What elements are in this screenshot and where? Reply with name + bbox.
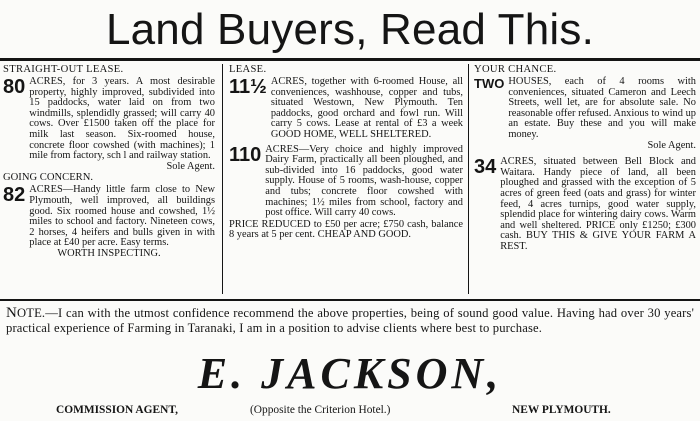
column-divider <box>222 64 223 294</box>
lot-description: ACRES, together with 6-roomed House, all conveniences, washhouse, copper and tubs, situated Westown, New Plymouth. Ten paddocks, good orchard and fowl run. Will carry 5 cows. Lease at rental of £3 a week GOOD HOME, WELL SHELTERED. <box>270 76 463 140</box>
note-paragraph <box>6 306 694 337</box>
subheading-going-concern: GOING CONCERN. <box>3 172 94 184</box>
note-text: OTE.—I can with the utmost confidence recommend the above properties, being of sound good value. Having had over 30 years' practical experience of Farming in Taranaki, I am in a position to advise clients where best to purchase. <box>6 306 694 336</box>
price-text: PRICE REDUCED to £50 per acre; £750 cash, balance 8 years at 5 per cent. CHEAP AND GOOD. <box>229 218 463 241</box>
lot-number: TWO <box>474 76 505 91</box>
advertiser-address: (Opposite the Criterion Hotel.) <box>250 404 391 416</box>
note-initial: N <box>6 305 17 321</box>
lot-82-acres <box>3 185 215 249</box>
lot-80-acres <box>3 77 215 162</box>
lot-number: 110 <box>229 143 262 166</box>
lot-11-acres <box>229 77 463 141</box>
lot-description: ACRES, for 3 years. A most desirable property, highly improved, subdivided into 15 paddocks, water laid on from two windmills, splendidly grassed; will carry 40 cows. Over £1500 taken off the place for milk last season. Six-roomed house, concrete floor cowshed (with machines); 1 mile from factory, sch l and railway station. <box>29 76 215 162</box>
advertiser-title: COMMISSION AGENT, <box>56 404 178 416</box>
column-straight-out-lease <box>3 64 215 260</box>
column-heading: YOUR CHANCE. <box>474 64 557 75</box>
sole-agent: Sole Agent. <box>166 160 215 172</box>
column-heading: LEASE. <box>229 64 267 75</box>
advertiser-town: NEW PLYMOUTH. <box>512 404 611 416</box>
advertiser-name: E. JACKSON, <box>197 349 503 398</box>
top-rule <box>0 58 700 61</box>
lot-number: 11½ <box>229 76 267 98</box>
middle-rule <box>0 299 700 301</box>
column-heading: STRAIGHT-OUT LEASE. <box>3 64 124 75</box>
lot-description: ACRES—Handy little farm close to New Plymouth, well improved, all buildings good. Six roomed house and cowshed, 1½ miles to school and factory. Nineteen cows, 2 horses, 4 heifers and bulls given in with place at £40 per acre. Easy terms. <box>29 184 215 249</box>
worth-inspecting: WORTH INSPECTING. <box>57 247 161 259</box>
sole-agent: Sole Agent. <box>647 139 696 151</box>
lot-34-acres <box>474 157 696 252</box>
headline: Land Buyers, Read This. <box>105 5 595 54</box>
column-lease <box>229 64 463 241</box>
lot-110-acres <box>229 145 463 219</box>
lot-description: ACRES—Very choice and highly improved Dairy Farm, practically all been ploughed, and sub-divided into 16 paddocks, good water supply. House of 5 rooms, wash-house, copper and tubs; concrete floor cowshed with machines; 1½ miles from school, factory and post office. Will carry 40 cows. <box>265 143 463 219</box>
lot-number: 82 <box>3 184 26 207</box>
lot-number: 80 <box>3 76 26 98</box>
lot-description: ACRES, situated between Bell Block and Waitara. Handy piece of land, all been ploughed and grassed with the exception of 5 acres of green feed (oats and grass) for winter feed, 4 acres turnips, good water supply, splendid place for wintering dairy cows. Warm and well sheltered. PRICE only £1250; £300 cash. BUY THIS & GIVE YOUR FARM A REST. <box>500 156 696 252</box>
lot-two-houses <box>474 77 696 141</box>
column-divider <box>468 64 469 294</box>
lot-number: 34 <box>474 156 497 179</box>
column-your-chance <box>474 64 696 253</box>
lot-description: HOUSES, each of 4 rooms with conveniences, situated Cameron and Leech Streets, well let, are for absolute sale. No reasonable offer refused. Anxious to wind up an estate. Buy these and you will make money. <box>508 76 696 140</box>
